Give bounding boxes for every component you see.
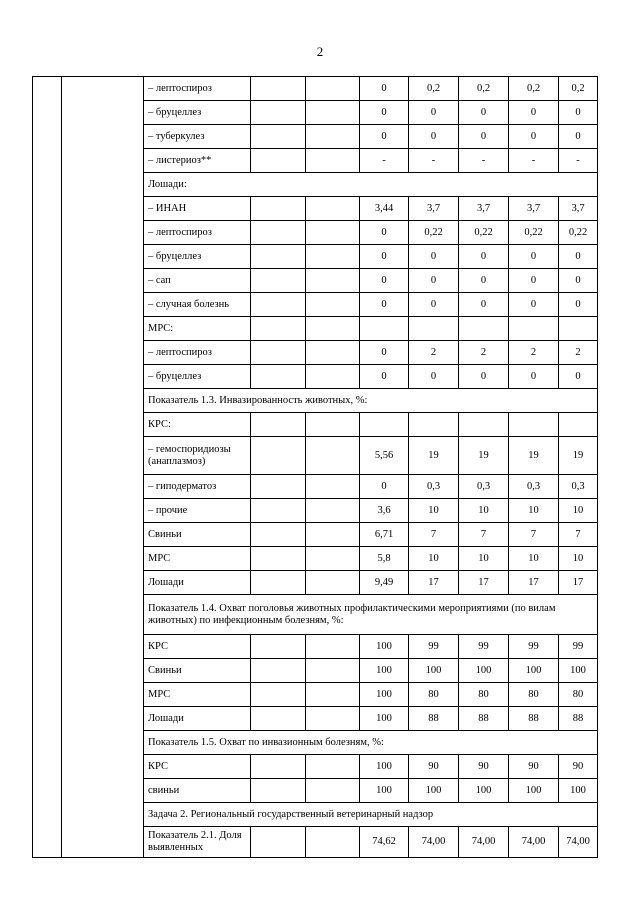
value-cell: 0 <box>559 269 598 293</box>
value-cell: 74,62 <box>360 827 409 858</box>
empty-cell <box>306 547 360 571</box>
value-cell: 0 <box>559 293 598 317</box>
value-cell: 0,3 <box>409 475 459 499</box>
value-cell: 88 <box>409 707 459 731</box>
section-label: Лошади: <box>144 173 598 197</box>
value-cell: 0,2 <box>509 77 559 101</box>
empty-cell <box>306 437 360 475</box>
value-cell: 100 <box>559 659 598 683</box>
value-cell: 100 <box>509 779 559 803</box>
empty-cell <box>306 499 360 523</box>
value-cell: 90 <box>509 755 559 779</box>
row-label: – ИНАН <box>144 197 251 221</box>
value-cell: 99 <box>559 635 598 659</box>
value-cell: 3,44 <box>360 197 409 221</box>
empty-cell <box>251 317 306 341</box>
indicator-heading: Показатель 1.3. Инвазированность животных, %: <box>144 389 598 413</box>
row-label: – гиподерматоз <box>144 475 251 499</box>
empty-cell <box>251 571 306 595</box>
value-cell: 100 <box>360 659 409 683</box>
row-label: – бруцеллез <box>144 101 251 125</box>
indicator-heading: Показатель 1.5. Охват по инвазионным болезням, %: <box>144 731 598 755</box>
value-cell: 100 <box>409 779 459 803</box>
value-cell: 100 <box>360 707 409 731</box>
value-cell: 0 <box>509 293 559 317</box>
row-label: Показатель 2.1. Доля выявленных <box>144 827 251 858</box>
value-cell: 9,49 <box>360 571 409 595</box>
value-cell: 74,00 <box>509 827 559 858</box>
value-cell: 90 <box>459 755 509 779</box>
empty-cell <box>306 755 360 779</box>
value-cell: 74,00 <box>559 827 598 858</box>
value-cell: 10 <box>409 499 459 523</box>
empty-cell <box>251 245 306 269</box>
empty-cell <box>306 221 360 245</box>
empty-cell <box>251 475 306 499</box>
value-cell: 99 <box>409 635 459 659</box>
value-cell: 10 <box>459 499 509 523</box>
row-label: – гемоспоридиозы (анаплазмоз) <box>144 437 251 475</box>
value-cell: 17 <box>509 571 559 595</box>
value-cell: 0 <box>360 125 409 149</box>
empty-cell <box>306 707 360 731</box>
empty-cell <box>306 779 360 803</box>
value-cell: 100 <box>409 659 459 683</box>
empty-cell <box>306 659 360 683</box>
empty-cell <box>251 683 306 707</box>
value-cell: - <box>559 149 598 173</box>
empty-cell <box>306 77 360 101</box>
value-cell: 74,00 <box>459 827 509 858</box>
value-cell: 17 <box>459 571 509 595</box>
row-label: Свиньи <box>144 659 251 683</box>
row-label: – прочие <box>144 499 251 523</box>
value-cell: 3,7 <box>559 197 598 221</box>
value-cell: 10 <box>409 547 459 571</box>
value-cell: 100 <box>559 779 598 803</box>
empty-cell <box>306 197 360 221</box>
row-label: – лептоспироз <box>144 221 251 245</box>
row-label: – лептоспироз <box>144 341 251 365</box>
value-cell: 2 <box>459 341 509 365</box>
value-cell <box>509 317 559 341</box>
value-cell: 0 <box>459 125 509 149</box>
value-cell: 99 <box>459 635 509 659</box>
value-cell: 10 <box>559 499 598 523</box>
value-cell: 88 <box>559 707 598 731</box>
value-cell: 17 <box>559 571 598 595</box>
value-cell: 10 <box>559 547 598 571</box>
value-cell: - <box>509 149 559 173</box>
empty-cell <box>251 755 306 779</box>
value-cell: 0,3 <box>509 475 559 499</box>
value-cell <box>409 413 459 437</box>
empty-cell <box>251 635 306 659</box>
value-cell: 7 <box>509 523 559 547</box>
value-cell: 100 <box>360 683 409 707</box>
value-cell: 19 <box>509 437 559 475</box>
left-col-b <box>62 77 144 858</box>
value-cell: 74,00 <box>409 827 459 858</box>
row-label: – случная болезнь <box>144 293 251 317</box>
value-cell: 0 <box>459 293 509 317</box>
value-cell: 3,7 <box>459 197 509 221</box>
value-cell: 0 <box>409 101 459 125</box>
value-cell: 88 <box>509 707 559 731</box>
value-cell: 2 <box>409 341 459 365</box>
empty-cell <box>306 245 360 269</box>
value-cell <box>360 413 409 437</box>
empty-cell <box>306 365 360 389</box>
value-cell: - <box>409 149 459 173</box>
value-cell: 100 <box>360 755 409 779</box>
empty-cell <box>306 125 360 149</box>
value-cell: 0 <box>360 269 409 293</box>
value-cell: 0,22 <box>559 221 598 245</box>
value-cell: 3,7 <box>509 197 559 221</box>
value-cell: 80 <box>559 683 598 707</box>
row-label: Лошади <box>144 571 251 595</box>
empty-cell <box>306 293 360 317</box>
empty-cell <box>306 571 360 595</box>
value-cell: 100 <box>509 659 559 683</box>
value-cell: 19 <box>409 437 459 475</box>
empty-cell <box>306 475 360 499</box>
empty-cell <box>251 269 306 293</box>
empty-cell <box>251 365 306 389</box>
value-cell: 0 <box>360 365 409 389</box>
value-cell: 6,71 <box>360 523 409 547</box>
value-cell: 5,8 <box>360 547 409 571</box>
row-label: МРС: <box>144 317 251 341</box>
value-cell: 0,2 <box>459 77 509 101</box>
empty-cell <box>306 683 360 707</box>
value-cell: 0 <box>360 101 409 125</box>
empty-cell <box>251 779 306 803</box>
value-cell: 90 <box>559 755 598 779</box>
value-cell: 80 <box>409 683 459 707</box>
value-cell: 0,3 <box>459 475 509 499</box>
value-cell: 0 <box>509 125 559 149</box>
value-cell <box>409 317 459 341</box>
empty-cell <box>306 827 360 858</box>
empty-cell <box>306 149 360 173</box>
value-cell <box>459 413 509 437</box>
value-cell: 100 <box>459 779 509 803</box>
table-row <box>33 77 598 101</box>
row-label: – туберкулез <box>144 125 251 149</box>
value-cell: 0 <box>360 77 409 101</box>
value-cell: 0,22 <box>509 221 559 245</box>
value-cell: 7 <box>559 523 598 547</box>
empty-cell <box>251 413 306 437</box>
value-cell: 3,7 <box>409 197 459 221</box>
empty-cell <box>251 221 306 245</box>
value-cell: 10 <box>509 499 559 523</box>
value-cell: 100 <box>459 659 509 683</box>
value-cell: 90 <box>409 755 459 779</box>
value-cell: 0 <box>409 245 459 269</box>
value-cell: 0,3 <box>559 475 598 499</box>
row-label: – листериоз** <box>144 149 251 173</box>
value-cell: 80 <box>459 683 509 707</box>
value-cell: 0 <box>360 341 409 365</box>
indicators-table <box>32 76 598 858</box>
row-label: МРС <box>144 547 251 571</box>
value-cell: 0 <box>559 245 598 269</box>
empty-cell <box>251 437 306 475</box>
row-label: КРС <box>144 755 251 779</box>
empty-cell <box>251 499 306 523</box>
indicator-heading: Задача 2. Региональный государственный ветеринарный надзор <box>144 803 598 827</box>
value-cell: 99 <box>509 635 559 659</box>
value-cell <box>360 317 409 341</box>
value-cell: 2 <box>509 341 559 365</box>
value-cell: 100 <box>360 779 409 803</box>
value-cell: 19 <box>459 437 509 475</box>
row-label: – бруцеллез <box>144 245 251 269</box>
value-cell: 0,22 <box>459 221 509 245</box>
value-cell: - <box>360 149 409 173</box>
empty-cell <box>251 125 306 149</box>
value-cell: 17 <box>409 571 459 595</box>
value-cell: 5,56 <box>360 437 409 475</box>
row-label: – бруцеллез <box>144 365 251 389</box>
value-cell: 0 <box>509 269 559 293</box>
value-cell: 0 <box>360 293 409 317</box>
empty-cell <box>251 659 306 683</box>
row-label: – лептоспироз <box>144 77 251 101</box>
value-cell: 0 <box>459 269 509 293</box>
empty-cell <box>306 341 360 365</box>
value-cell: 7 <box>409 523 459 547</box>
value-cell: 88 <box>459 707 509 731</box>
value-cell: 3,6 <box>360 499 409 523</box>
value-cell <box>559 413 598 437</box>
value-cell: 10 <box>509 547 559 571</box>
empty-cell <box>306 523 360 547</box>
value-cell: - <box>459 149 509 173</box>
empty-cell <box>306 269 360 293</box>
row-label: свиньи <box>144 779 251 803</box>
value-cell: 0 <box>459 245 509 269</box>
value-cell: 0 <box>559 125 598 149</box>
value-cell: 0,2 <box>559 77 598 101</box>
value-cell: 0 <box>409 125 459 149</box>
value-cell: 2 <box>559 341 598 365</box>
empty-cell <box>306 413 360 437</box>
value-cell <box>559 317 598 341</box>
empty-cell <box>251 101 306 125</box>
row-label: КРС: <box>144 413 251 437</box>
empty-cell <box>251 827 306 858</box>
value-cell: 10 <box>459 547 509 571</box>
empty-cell <box>306 101 360 125</box>
left-col-a <box>33 77 62 858</box>
empty-cell <box>306 317 360 341</box>
value-cell: 100 <box>360 635 409 659</box>
value-cell: 0,22 <box>409 221 459 245</box>
value-cell: 0 <box>360 245 409 269</box>
page-number: 2 <box>316 44 324 59</box>
value-cell: 0 <box>409 293 459 317</box>
value-cell: 7 <box>459 523 509 547</box>
empty-cell <box>306 635 360 659</box>
value-cell: 80 <box>509 683 559 707</box>
value-cell: 19 <box>559 437 598 475</box>
empty-cell <box>251 341 306 365</box>
table-body <box>33 77 598 858</box>
row-label: Лошади <box>144 707 251 731</box>
value-cell: 0 <box>459 365 509 389</box>
empty-cell <box>251 707 306 731</box>
row-label: Свиньи <box>144 523 251 547</box>
indicator-heading: Показатель 1.4. Охват поголовья животных профилактическими мероприятиями (по вилам животных) по инфекционным болезням, %: <box>144 595 598 635</box>
empty-cell <box>251 149 306 173</box>
value-cell: 0 <box>509 365 559 389</box>
row-label: МРС <box>144 683 251 707</box>
value-cell: 0 <box>459 101 509 125</box>
value-cell: 0 <box>559 365 598 389</box>
empty-cell <box>251 523 306 547</box>
empty-cell <box>251 293 306 317</box>
value-cell: 0,2 <box>409 77 459 101</box>
value-cell: 0 <box>409 269 459 293</box>
empty-cell <box>251 77 306 101</box>
value-cell: 0 <box>409 365 459 389</box>
value-cell <box>509 413 559 437</box>
value-cell: 0 <box>559 101 598 125</box>
empty-cell <box>251 197 306 221</box>
value-cell: 0 <box>509 245 559 269</box>
row-label: – сап <box>144 269 251 293</box>
empty-cell <box>251 547 306 571</box>
value-cell: 0 <box>509 101 559 125</box>
value-cell <box>459 317 509 341</box>
value-cell: 0 <box>360 475 409 499</box>
value-cell: 0 <box>360 221 409 245</box>
row-label: КРС <box>144 635 251 659</box>
